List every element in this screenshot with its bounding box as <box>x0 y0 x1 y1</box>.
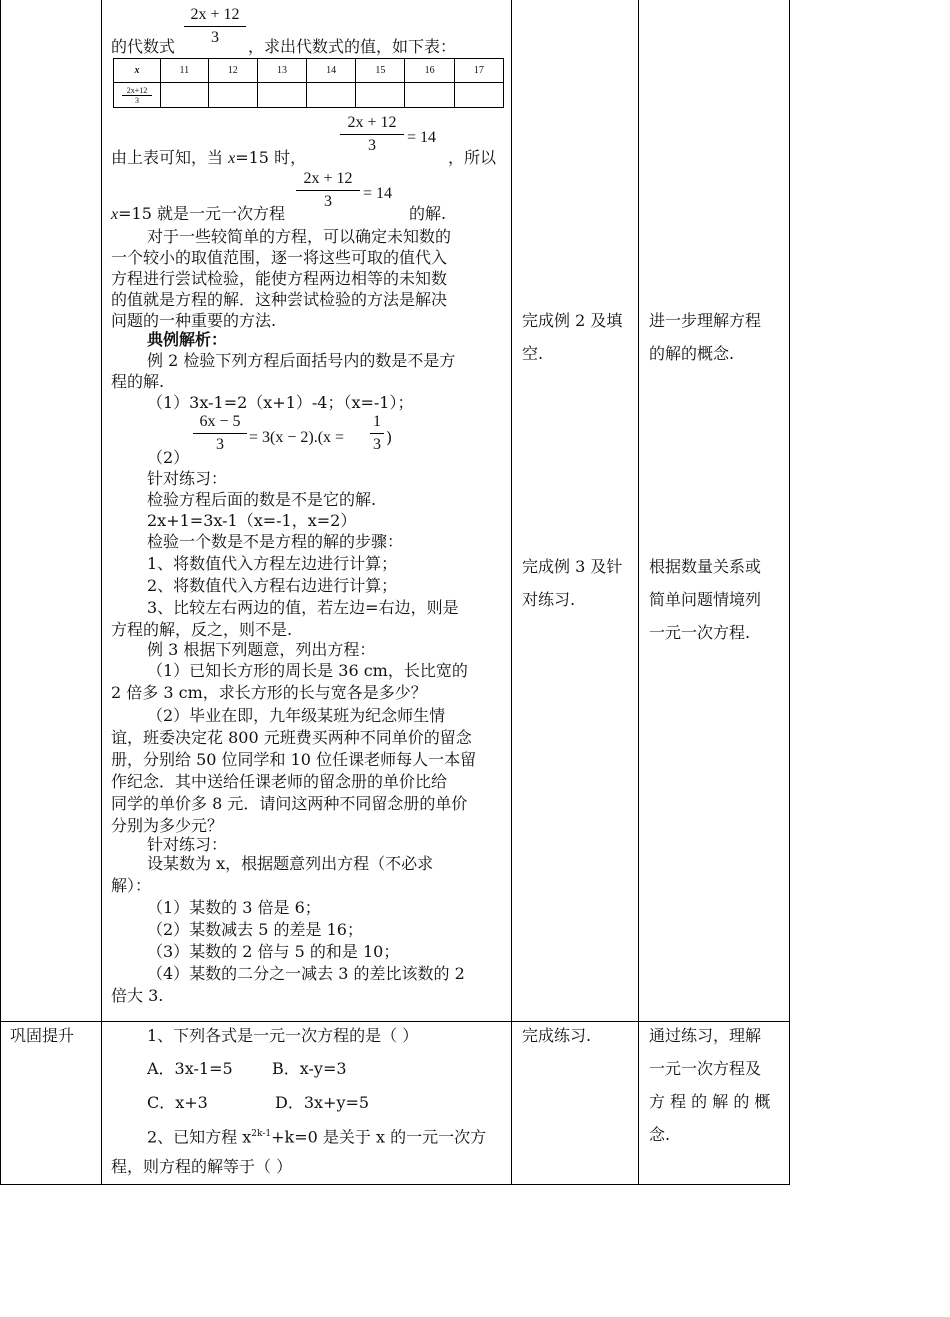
ex2-line: 例 2 检验下列方程后面括号内的数是不是方 <box>147 351 456 370</box>
q2-line-2: 程，则方程的解等于（ ） <box>111 1157 293 1176</box>
eq-rhs-2: = 14 <box>363 185 393 202</box>
value-table-x-cell: 14 <box>307 59 356 83</box>
value-table-x-cell: 13 <box>257 59 306 83</box>
practice-line: 2x+1=3x-1（x=-1，x=2） <box>147 511 357 530</box>
para-line: 方程进行尝试检验，能使方程两边相等的未知数 <box>111 269 448 288</box>
table-col-divider-2 <box>511 0 512 1185</box>
fraction-denominator: 3 <box>368 137 376 154</box>
ex3-line: 同学的单价多 8 元．请问这两种不同留念册的单价 <box>111 794 468 813</box>
value-table-empty-cell <box>454 83 503 108</box>
fraction-bar <box>340 134 404 135</box>
table-col-divider-3 <box>638 0 639 1185</box>
practice-line: 检验方程后面的数是不是它的解. <box>147 490 377 509</box>
intent-ex3 <box>649 550 761 649</box>
fraction-denominator: 3 <box>211 29 219 46</box>
value-table-x-cell: 11 <box>161 59 209 83</box>
table-col-divider-1 <box>101 0 102 1185</box>
value-table-empty-cell <box>208 83 257 108</box>
conclusion-line-2 <box>111 203 285 225</box>
value-table-x-cell: 15 <box>356 59 405 83</box>
eq-rhs-1: = 14 <box>407 129 437 146</box>
activity-line: 完成例 2 及填 <box>522 311 623 330</box>
ex3-line: 针对练习： <box>147 835 228 854</box>
intent-line: 一元一次方程. <box>649 623 751 642</box>
practice-line: 检验一个数是不是方程的解的步骤： <box>147 532 404 551</box>
q2-line-1 <box>147 1124 486 1147</box>
conclusion-text: =15 就是一元一次方程 <box>118 204 285 223</box>
fraction-bar <box>184 26 246 27</box>
value-table-x-header: x <box>114 59 161 83</box>
fraction-numerator: 2x + 12 <box>190 6 240 23</box>
conclusion-x: x <box>228 150 236 167</box>
activity-ex3 <box>522 550 622 616</box>
para-line: 一个较小的取值范围，逐一将这些可取的值代入 <box>111 248 448 267</box>
value-table-empty-cell <box>257 83 306 108</box>
mini-frac-den: 3 <box>135 95 139 105</box>
ex3-line: （2）某数减去 5 的差是 16； <box>147 920 363 939</box>
ex3-line: 谊，班委决定花 800 元班费买两种不同单价的留念 <box>111 728 472 747</box>
activity-line: 对练习. <box>522 590 576 609</box>
para-line: 的值就是方程的解．这种尝试检验的方法是解决 <box>111 290 448 309</box>
ex3-line: 2 倍多 3 cm，求长方形的长与宽各是多少？ <box>111 683 427 702</box>
practice-line: 2、将数值代入方程右边进行计算； <box>147 576 398 595</box>
consolidate-intent <box>649 1019 770 1151</box>
intent-line: 的解的概念. <box>649 344 735 363</box>
intent-line: 方 程 的 解 的 概 <box>649 1092 771 1111</box>
conclusion-fraction-1 <box>340 114 404 155</box>
value-table-expr-header <box>114 83 161 108</box>
intro-fraction <box>184 6 246 47</box>
fraction-denominator: 3 <box>373 436 381 453</box>
q2-exponent: 2k-1 <box>251 1129 272 1139</box>
fraction-denominator: 3 <box>216 436 224 453</box>
activity-line: 空. <box>522 344 544 363</box>
intent-line: 根据数量关系或 <box>649 557 762 576</box>
table-border-bottom <box>0 1184 790 1185</box>
fraction-denominator: 3 <box>324 193 332 210</box>
intro-tail: ，求出代数式的值，如下表： <box>248 37 457 56</box>
practice-line: 1、将数值代入方程左边进行计算； <box>147 554 398 573</box>
ex2-item-1: （1）3x-1=2（x+1）-4；（x=-1）； <box>147 393 414 412</box>
ex3-line: （4）某数的二分之一减去 3 的差比该数的 2 <box>147 964 465 983</box>
ex3-line: （2）毕业在即，九年级某班为纪念师生情 <box>147 706 446 725</box>
mini-frac-num: 2x+12 <box>122 86 152 96</box>
value-table-empty-cell <box>161 83 209 108</box>
ex3-line: 作纪念．其中送给任课老师的留念册的单价比给 <box>111 772 448 791</box>
practice-label: 针对练习： <box>147 469 228 488</box>
value-table-x-cell: 12 <box>208 59 257 83</box>
option-b: B．x-y=3 <box>272 1059 347 1078</box>
ex2-item2-fraction-2 <box>370 413 384 454</box>
ex2-item2-close: ) <box>386 428 393 447</box>
table-border-left <box>0 0 1 1185</box>
para-line: 问题的一种重要的方法. <box>111 311 277 330</box>
option-c: C．x+3 <box>147 1093 208 1112</box>
intent-ex2 <box>649 304 761 370</box>
para-line: 对于一些较简单的方程，可以确定未知数的 <box>147 227 452 246</box>
so-label: ，所以 <box>448 148 497 167</box>
fraction-bar <box>296 190 360 191</box>
q1-text: 1、下列各式是一元一次方程的是（ ） <box>147 1026 419 1045</box>
activity-ex2 <box>522 304 622 370</box>
q2-text-tail: +k=0 是关于 x 的一元一次方 <box>271 1127 487 1147</box>
ex3-line: （1）某数的 3 倍是 6； <box>147 898 321 917</box>
fraction-bar <box>370 433 384 434</box>
intent-line: 通过练习，理解 <box>649 1026 762 1045</box>
table-border-right <box>789 0 790 1185</box>
fraction-bar <box>193 433 247 434</box>
option-a: A．3x-1=5 <box>147 1059 233 1078</box>
typical-label: 典例解析： <box>147 330 228 349</box>
q2-text: 2、已知方程 x <box>147 1127 252 1147</box>
conclusion-text: 由上表可知，当 <box>111 148 224 167</box>
conclusion-x-value: =15 时， <box>235 148 307 167</box>
row-label-consolidate: 巩固提升 <box>10 1026 75 1045</box>
option-d: D．3x+y=5 <box>275 1093 370 1112</box>
intent-line: 一元一次方程及 <box>649 1059 762 1078</box>
intent-line: 简单问题情境列 <box>649 590 762 609</box>
ex3-line: 分别为多少元？ <box>111 816 224 835</box>
ex3-line: 例 3 根据下列题意，列出方程： <box>147 640 376 659</box>
value-table-x-cell: 16 <box>405 59 454 83</box>
ex3-line: 设某数为 x，根据题意列出方程（不必求 <box>147 854 434 873</box>
conclusion-fraction-2 <box>296 170 360 211</box>
intent-line: 念. <box>649 1125 671 1144</box>
conclusion-line-1 <box>111 147 306 169</box>
value-table-empty-cell <box>405 83 454 108</box>
value-table-empty-cell <box>307 83 356 108</box>
ex2-item2-fraction <box>193 413 247 454</box>
value-table-x-cell: 17 <box>454 59 503 83</box>
fraction-numerator: 6x − 5 <box>199 413 241 430</box>
value-table-empty-cell <box>356 83 405 108</box>
practice-line: 方程的解，反之，则不是. <box>111 620 293 639</box>
consolidate-activity: 完成练习. <box>522 1026 592 1045</box>
ex2-item2-mid: = 3(x − 2).(x = <box>249 429 345 446</box>
conclusion-x: x <box>111 206 119 223</box>
ex3-line: （1）已知长方形的周长是 36 cm，长比宽的 <box>147 661 468 680</box>
intent-line: 进一步理解方程 <box>649 311 762 330</box>
fraction-numerator: 2x + 12 <box>347 114 397 131</box>
value-table <box>113 58 504 108</box>
activity-line: 完成例 3 及针 <box>522 557 623 576</box>
ex3-line: （3）某数的 2 倍与 5 的和是 10； <box>147 942 400 961</box>
fraction-numerator: 2x + 12 <box>303 170 353 187</box>
ex3-line: 倍大 3. <box>111 986 164 1005</box>
ex3-line: 册，分别给 50 位同学和 10 位任课老师每人一本留 <box>111 750 477 769</box>
ex2-item2-label: （2） <box>147 448 190 467</box>
conclusion-tail: 的解. <box>409 204 447 223</box>
practice-line: 3、比较左右两边的值，若左边=右边，则是 <box>147 598 459 617</box>
fraction-numerator: 1 <box>373 413 381 430</box>
ex3-line: 解）： <box>111 876 152 895</box>
ex2-line: 程的解. <box>111 372 165 391</box>
intro-label: 的代数式 <box>111 37 176 56</box>
